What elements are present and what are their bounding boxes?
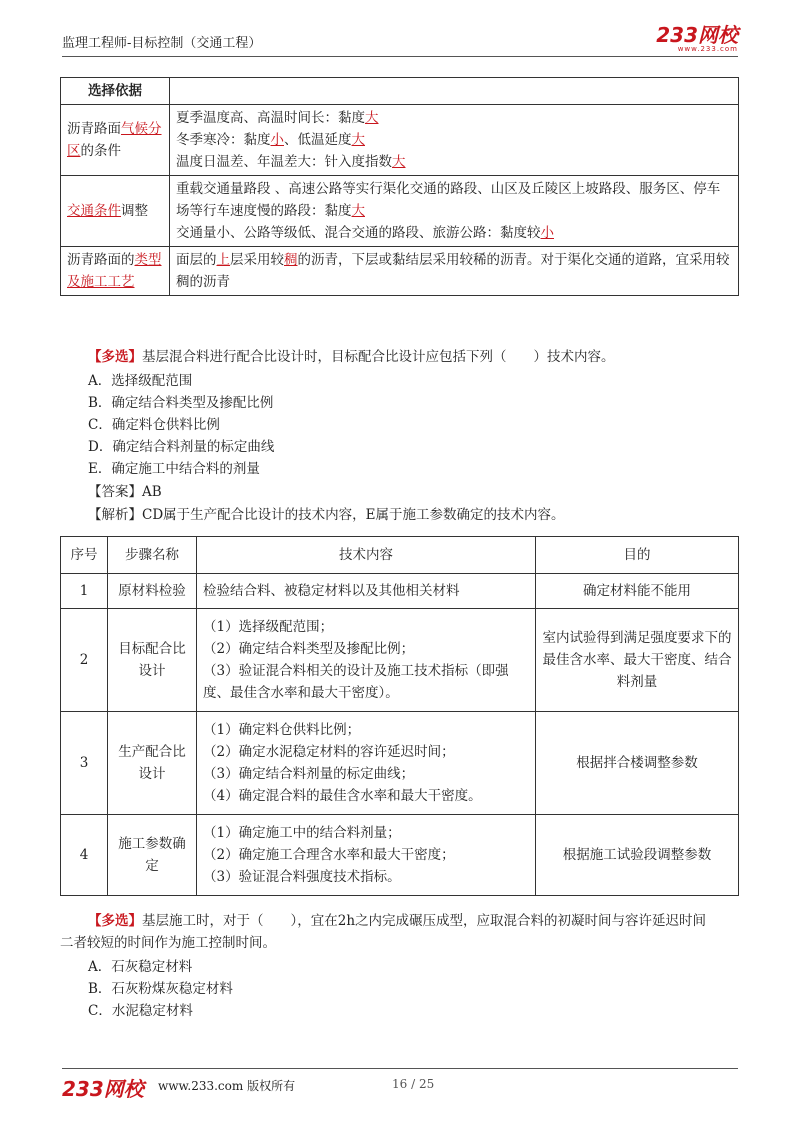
option-a: A．选择级配范围 <box>88 373 193 389</box>
table-row <box>61 105 739 176</box>
col-header-step: 步骤名称 <box>108 537 197 574</box>
footer-logo[interactable]: 233网校 <box>62 1077 144 1101</box>
row-label: 沥青路面的类型及施工工艺 <box>61 247 170 296</box>
row-content: 重载交通量路段 、高速公路等实行渠化交通的路段、山区及丘陵区上坡路段、服务区、停车场等行车速度慢的路段：黏度大 交通量小、公路等级低、混合交通的路段、旅游公路：黏度较小 <box>170 176 739 247</box>
page-footer <box>62 1068 738 1099</box>
page-number: 16 / 25 <box>392 1077 435 1091</box>
row-step: 施工参数确定 <box>108 815 197 896</box>
question-2: 【多选】基层施工时，对于（ ），宜在2h之内完成碾压成型，应取混合料的初凝时间与容许延迟时间二者较短的时间作为施工控制时间。 <box>60 913 707 951</box>
option-c: C．水泥稳定材料 <box>88 1003 193 1019</box>
option-a: A．石灰稳定材料 <box>88 959 193 975</box>
row-purpose: 确定材料能不能用 <box>536 574 739 609</box>
footer-site: www.233.com 版权所有 <box>158 1079 296 1093</box>
row-step: 目标配合比设计 <box>108 609 197 712</box>
row-no: 4 <box>61 815 108 896</box>
table-header-cell <box>170 78 739 105</box>
table-header-row <box>61 78 739 105</box>
page-header <box>62 24 738 57</box>
option-b: B．石灰粉煤灰稳定材料 <box>88 981 233 997</box>
row-label: 沥青路面气候分区的条件 <box>61 105 170 176</box>
row-content: 检验结合料、被稳定材料以及其他相关材料 <box>197 574 536 609</box>
col-header-purpose: 目的 <box>536 537 739 574</box>
col-header-no: 序号 <box>61 537 108 574</box>
header-title: 监理工程师-目标控制（交通工程） <box>62 36 262 51</box>
option-e: E．确定施工中结合料的剂量 <box>88 461 260 477</box>
row-no: 3 <box>61 712 108 815</box>
table-row <box>61 815 739 896</box>
row-step: 原材料检验 <box>108 574 197 609</box>
option-b: B．确定结合料类型及掺配比例 <box>88 395 274 411</box>
col-header-content: 技术内容 <box>197 537 536 574</box>
table-header-cell: 选择依据 <box>61 78 170 105</box>
table-row <box>61 176 739 247</box>
table-header-row <box>61 537 739 574</box>
row-no: 2 <box>61 609 108 712</box>
table-row <box>61 247 739 296</box>
brand-logo[interactable]: 233网校 <box>656 23 738 47</box>
brand-logo-url: www.233.com <box>677 45 738 53</box>
question-1: 【多选】基层混合料进行配合比设计时，目标配合比设计应包括下列（ ）技术内容。 <box>88 349 615 365</box>
answer: 【答案】AB <box>88 484 162 500</box>
row-no: 1 <box>61 574 108 609</box>
analysis: 【解析】CD属于生产配合比设计的技术内容，E属于施工参数确定的技术内容。 <box>88 507 565 523</box>
table-row <box>61 609 739 712</box>
row-content: 面层的上层采用较稠的沥青，下层或黏结层采用较稀的沥青。对于渠化交通的道路，宜采用较稠的沥青 <box>170 247 739 296</box>
table-row <box>61 712 739 815</box>
option-c: C．确定料仓供料比例 <box>88 417 220 433</box>
table-row <box>61 574 739 609</box>
option-d: D．确定结合料剂量的标定曲线 <box>88 439 275 455</box>
row-step: 生产配合比设计 <box>108 712 197 815</box>
row-label: 交通条件调整 <box>61 176 170 247</box>
asphalt-selection-table <box>60 77 739 296</box>
row-purpose: 根据施工试验段调整参数 <box>536 815 739 896</box>
row-content: （1）确定料仓供料比例； （2）确定水泥稳定材料的容许延迟时间； （3）确定结合料剂量的标定曲线； （4）确定混合料的最佳含水率和最大干密度。 <box>197 712 536 815</box>
row-content: （1）选择级配范围； （2）确定结合料类型及掺配比例； （3）验证混合料相关的设计及施工技术指标（即强度、最佳含水率和最大干密度）。 <box>197 609 536 712</box>
row-purpose: 根据拌合楼调整参数 <box>536 712 739 815</box>
mix-design-table <box>60 536 739 896</box>
row-content: （1）确定施工中的结合料剂量； （2）确定施工合理含水率和最大干密度； （3）验证混合料强度技术指标。 <box>197 815 536 896</box>
row-content: 夏季温度高、高温时间长：黏度大 冬季寒冷：黏度小、低温延度大 温度日温差、年温差大：针入度指数大 <box>170 105 739 176</box>
row-purpose: 室内试验得到满足强度要求下的最佳含水率、最大干密度、结合料剂量 <box>536 609 739 712</box>
